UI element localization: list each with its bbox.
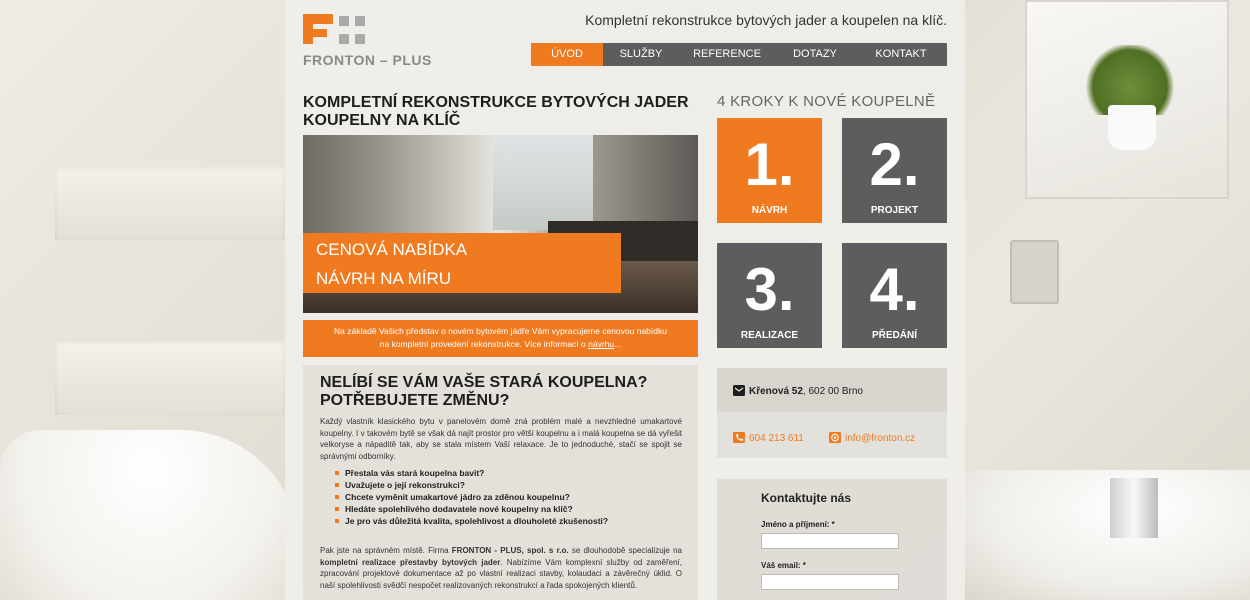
- address: [733, 385, 863, 397]
- phone-number-text: 604 213 611: [749, 433, 804, 444]
- step-number: 2.: [869, 131, 920, 198]
- logo[interactable]: [303, 14, 433, 70]
- hero-banner[interactable]: [303, 233, 621, 293]
- list-item: Je pro vás důležitá kvalita, spolehlivost a dlouholeté zkušenosti?: [335, 515, 608, 527]
- list-item: Uvažujete o její rekonstrukci?: [335, 479, 608, 491]
- hero-banner-line-1: CENOVÁ NABÍDKA: [316, 240, 468, 259]
- step-number: 4.: [869, 256, 920, 323]
- step-label: REALIZACE: [740, 330, 799, 341]
- page-title-line-1: KOMPLETNÍ REKONSTRUKCE BYTOVÝCH JADER: [303, 94, 689, 111]
- background-sink: [960, 470, 1250, 600]
- article-section: [303, 365, 698, 600]
- address-city: , 602 00 Brno: [802, 386, 863, 397]
- list-item: Přestala vás stará koupelna bavit?: [335, 467, 608, 479]
- hero-window: [493, 135, 593, 230]
- article-title: [320, 374, 680, 410]
- contact-info-box: [717, 368, 947, 458]
- logo-mark-part: [303, 24, 313, 44]
- offer-info-line-1: Na základě Vašich představ o novém bytovém jádře Vám vypracujeme cenovou nabídku: [334, 326, 667, 336]
- envelope-icon: [733, 385, 745, 396]
- nav-item-reference[interactable]: REFERENCE: [693, 48, 761, 60]
- steps-title: 4 KROKY K NOVÉ KOUPELNĚ: [717, 93, 936, 110]
- logo-text: FRONTON – PLUS: [303, 52, 432, 68]
- phone-icon: [733, 432, 745, 443]
- article-title-line-2: POTŘEBUJETE ZMĚNU?: [320, 392, 510, 409]
- article-paragraph-2-text: se dlouhodobě specializuje na: [568, 546, 682, 555]
- specialization-text: kompletní realizace přestavby bytových jader: [320, 557, 501, 567]
- step-number: 1.: [744, 131, 795, 198]
- page-container: [285, 0, 965, 600]
- page-title-line-2: KOUPELNY NA KLÍČ: [303, 112, 461, 129]
- name-field[interactable]: [761, 533, 899, 549]
- address-street: Křenová 52: [749, 386, 803, 397]
- step-3-realizace[interactable]: [717, 243, 822, 348]
- header-tagline: Kompletní rekonstrukce bytových jader a koupelen na klíč.: [585, 12, 947, 28]
- nav-item-uvod[interactable]: ÚVOD: [531, 43, 603, 66]
- at-icon: [829, 432, 841, 443]
- background-pot: [1108, 105, 1156, 150]
- offer-info-ellipsis: ...: [614, 339, 622, 349]
- contact-form-title: Kontaktujte nás: [761, 491, 852, 505]
- contact-form: [717, 479, 947, 600]
- step-label: NÁVRH: [751, 205, 788, 216]
- background-niche-upper: [55, 165, 285, 240]
- background-tap: [1110, 478, 1158, 538]
- logo-mark-part: [313, 29, 327, 37]
- step-number: 3.: [744, 256, 795, 323]
- step-4-predani[interactable]: [842, 243, 947, 348]
- page-title: [303, 94, 703, 130]
- list-item: Hledáte spolehlivého dodavatele nové koupelny na klíč?: [335, 503, 608, 515]
- background-flush-plate: [1010, 240, 1059, 304]
- email-link[interactable]: [829, 432, 915, 444]
- hero-image[interactable]: [303, 135, 698, 313]
- nav-item-sluzby[interactable]: SLUŽBY: [619, 48, 663, 60]
- article-paragraph-1: Každý vlastník klasického bytu v panelovém domě zná problém malé a nevzhledné umakartové koupelny. I v takovém bytě se však dá najít prostor pro větší koupelnu a i malá koupelna se dá vyřešit velkoryse a nápaditě tak, aby se stala místem Vaší relaxace. Je to jednoduché, stačí se spojit se správnými odborníky.: [320, 417, 682, 461]
- step-label: PŘEDÁNÍ: [871, 330, 917, 341]
- email-text: info@fronton.cz: [845, 433, 916, 444]
- step-2-projekt[interactable]: [842, 118, 947, 223]
- phone-number[interactable]: [733, 432, 804, 444]
- design-link[interactable]: návrhu: [588, 339, 615, 349]
- hero-banner-line-2: NÁVRH NA MÍRU: [316, 269, 452, 288]
- main-nav: [531, 43, 947, 66]
- offer-info-line-2: [303, 338, 698, 351]
- email-field[interactable]: [761, 574, 899, 590]
- company-name: FRONTON - PLUS, spol. s r.o.: [451, 546, 569, 555]
- logo-mark-part: [303, 14, 333, 24]
- nav-item-dotazy[interactable]: DOTAZY: [793, 48, 837, 60]
- background-niche-lower: [55, 340, 285, 415]
- list-item: Chcete vyměnit umakartové jádro za zděnou koupelnu?: [335, 491, 608, 503]
- background-bathtub: [0, 430, 300, 600]
- logo-mark-part: [355, 16, 365, 26]
- name-label: Jméno a příjmení: *: [761, 520, 835, 529]
- article-paragraph-2-text: . Nabízíme Vám komplexní služby od zaměření, zpracování projektové dokumentace až po vlastní realizaci stavby, kolaudaci a závěrečný úklid. O naší spolehlivosti svědčí nespočet realizovaných rekonstrukcí a řada spokojených klientů.: [320, 557, 682, 590]
- article-title-line-1: NELÍBÍ SE VÁM VAŠE STARÁ KOUPELNA?: [320, 374, 648, 391]
- logo-mark-part: [339, 34, 349, 44]
- logo-mark-part: [339, 16, 349, 26]
- step-label: PROJEKT: [870, 205, 919, 216]
- logo-mark-part: [355, 34, 365, 44]
- step-1-navrh[interactable]: [717, 118, 822, 223]
- article-paragraph-2-text: Pak jste na správném místě. Firma: [320, 546, 452, 555]
- article-bullet-list: [335, 467, 608, 527]
- article-paragraph-2: [320, 545, 682, 591]
- offer-info-text: na kompletní provedení rekonstrukce. Více informací o: [379, 339, 589, 349]
- nav-item-kontakt[interactable]: KONTAKT: [875, 48, 927, 60]
- offer-info-box: [303, 320, 698, 357]
- email-label: Váš email: *: [761, 561, 806, 570]
